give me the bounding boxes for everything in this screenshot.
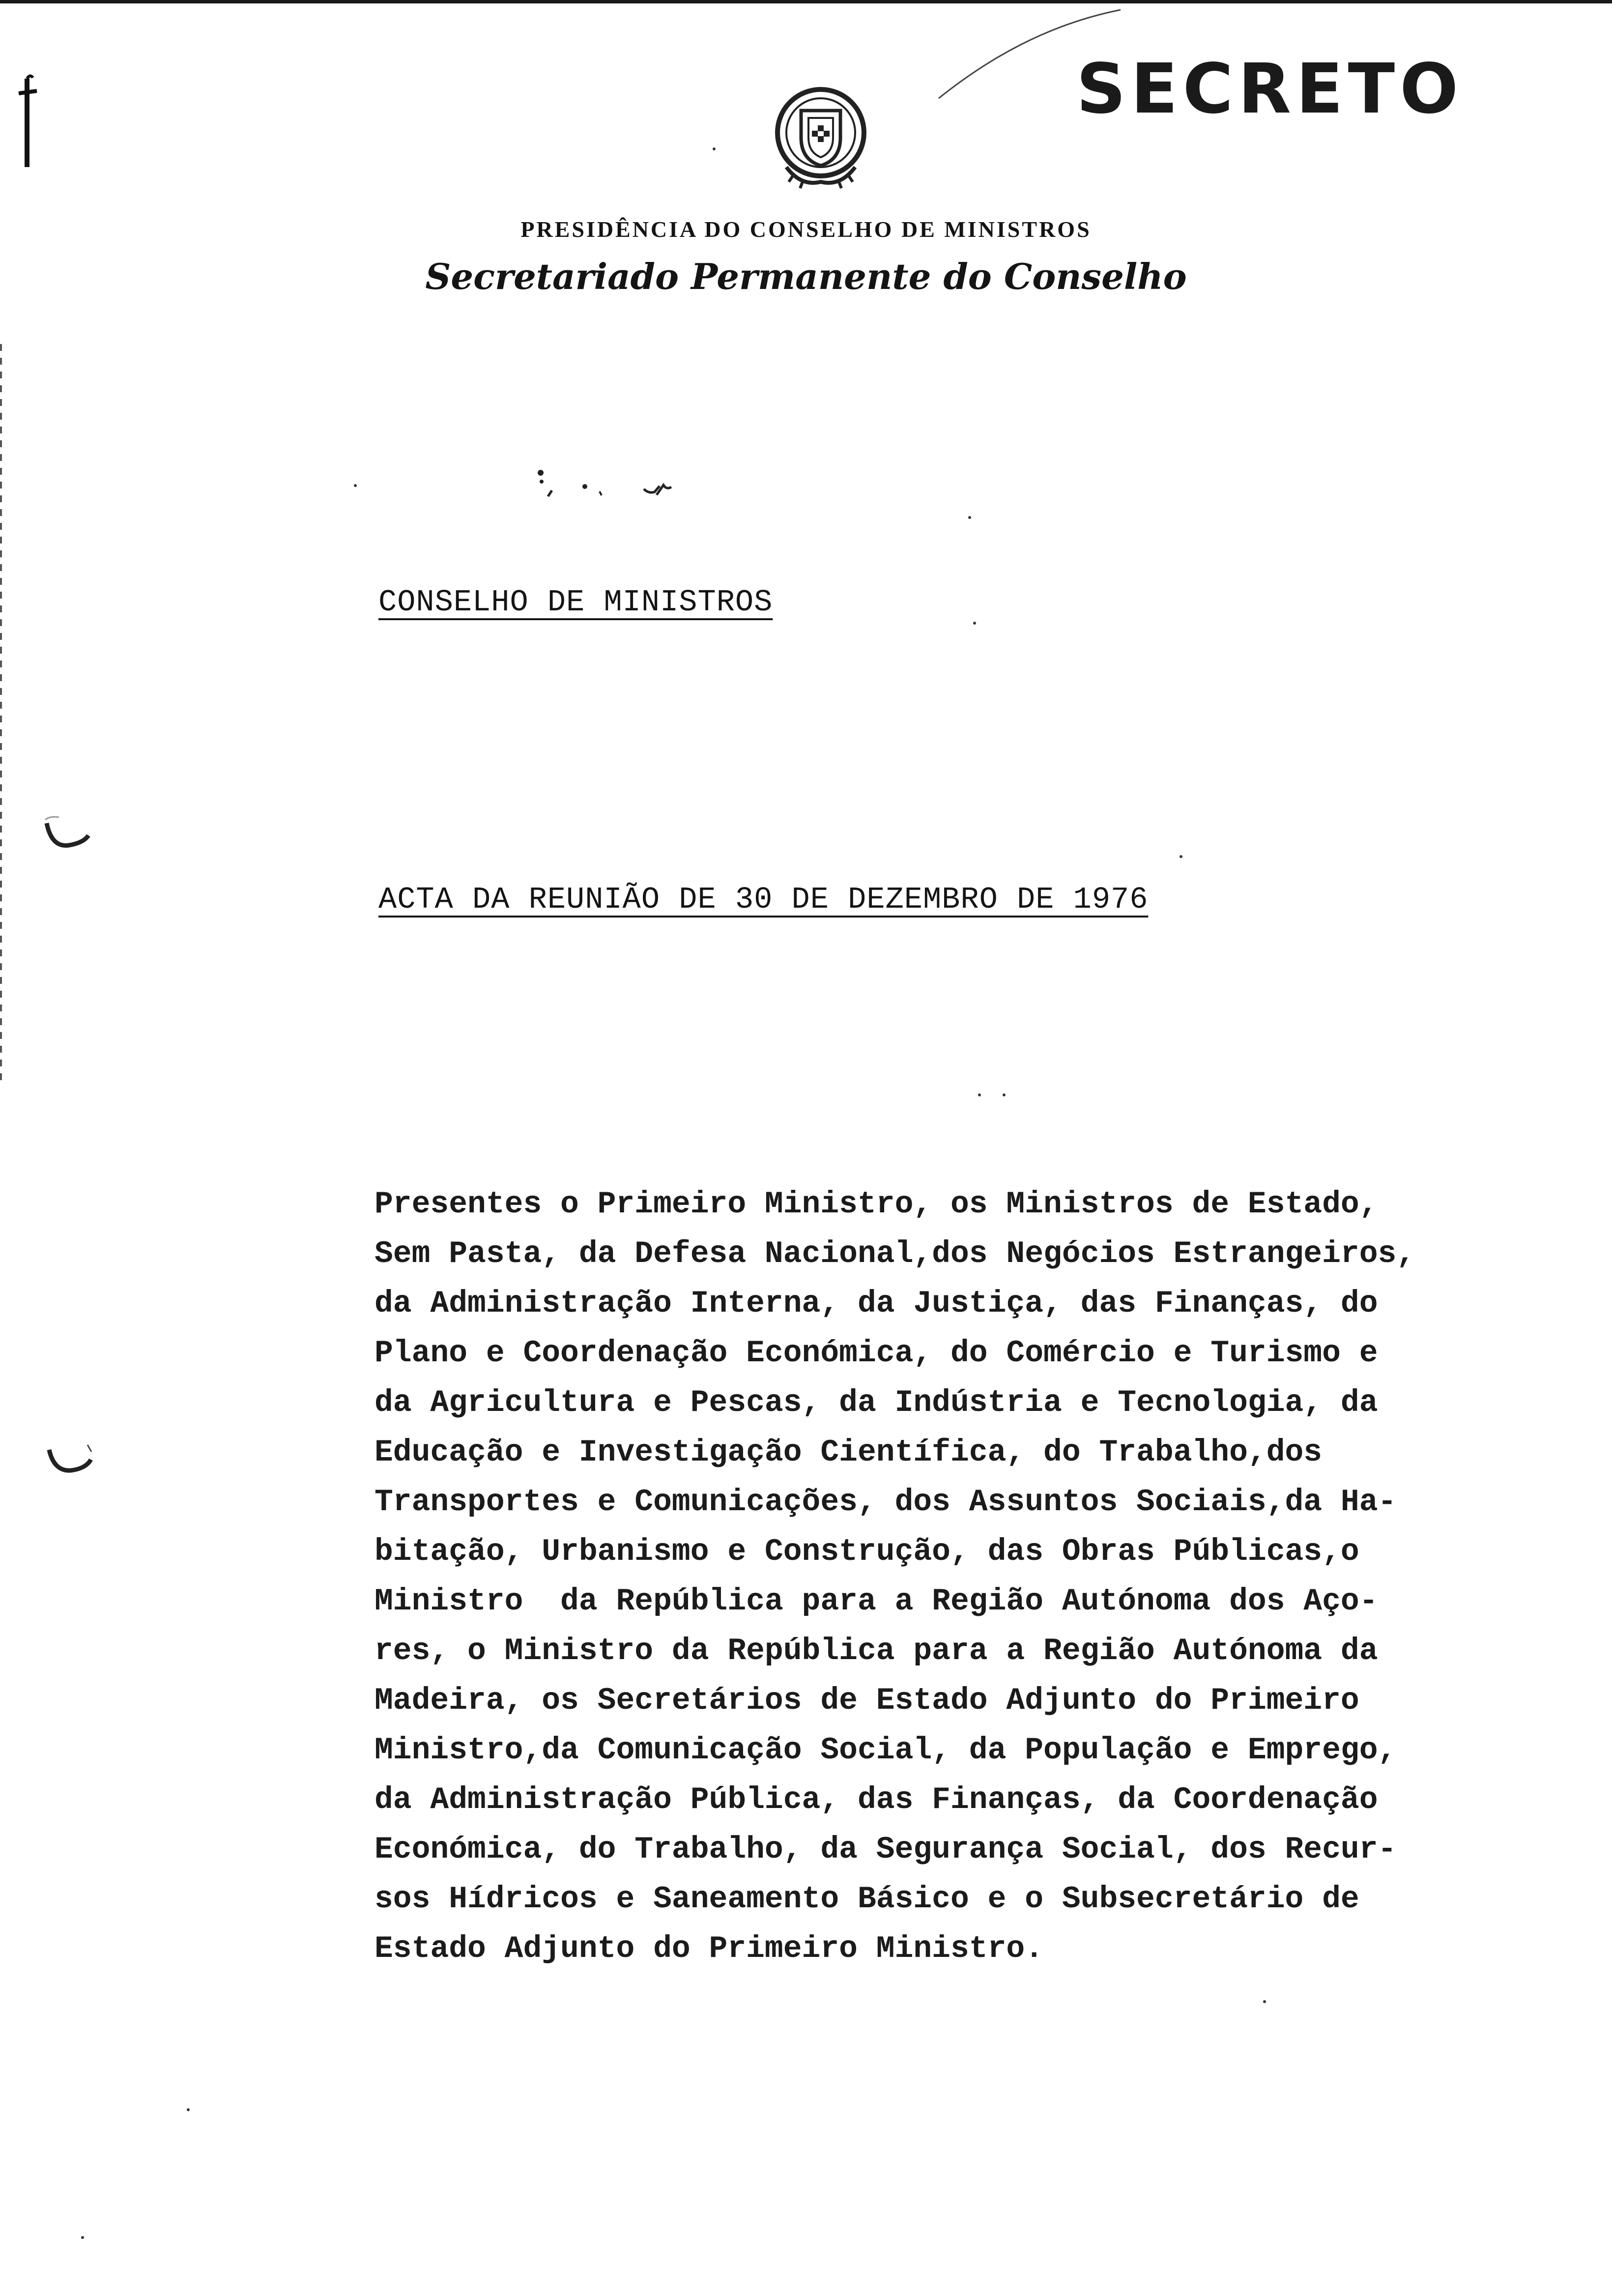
text-line: bitação, Urbanismo e Construção, das Obras Públicas,o [374,1534,1359,1569]
text-line: Ministro,da Comunicação Social, da População e Emprego, [374,1733,1397,1768]
text-line: da Administração Interna, da Justiça, das Finanças, do [374,1286,1378,1321]
binding-edge [0,344,2,1081]
paper-speck [354,484,357,487]
text-line: Educação e Investigação Científica, do Trabalho,dos [374,1435,1323,1470]
paper-speck [968,516,971,519]
text-line: Económica, do Trabalho, da Segurança Social, dos Recur- [374,1832,1397,1867]
ink-mark-left [15,69,44,177]
paper-speck [187,2108,190,2111]
text-line: Sem Pasta, da Defesa Nacional,dos Negócios Estrangeiros, [374,1236,1415,1271]
handwritten-marks [531,467,708,516]
text-line: sos Hídricos e Saneamento Básico e o Subsecretário de [374,1882,1359,1917]
text-line: da Administração Pública, das Finanças, da Coordenação [374,1782,1378,1817]
attendance-paragraph [374,1179,1415,1974]
text-line: Plano e Coordenação Económica, do Comércio e Turismo e [374,1336,1378,1371]
page-top-edge [0,0,1612,3]
classification-stamp: SECRETO [1076,49,1464,129]
paper-speck [81,2236,84,2239]
punch-hole-top [39,816,93,855]
paper-speck [713,147,716,150]
punch-hole-bottom [44,1440,98,1479]
paper-speck [978,1093,981,1096]
department-name: Secretariado Permanente do Conselho [425,256,1187,297]
paper-speck [973,622,976,625]
text-line: da Agricultura e Pescas, da Indústria e Tecnologia, da [374,1385,1378,1420]
text-line: Estado Adjunto do Primeiro Ministro. [374,1931,1044,1966]
paper-speck [1263,2000,1266,2003]
text-line: Madeira, os Secretários de Estado Adjunto do Primeiro [374,1683,1359,1718]
text-line: Ministro da República para a Região Autónoma dos Aço- [374,1584,1378,1619]
heading-council: CONSELHO DE MINISTROS [378,585,773,620]
text-line: res, o Ministro da República para a Região Autónoma da [374,1634,1378,1668]
coat-of-arms-icon [767,81,875,199]
organization-name: PRESIDÊNCIA DO CONSELHO DE MINISTROS [520,217,1092,242]
paper-speck [1180,855,1182,858]
text-line: Presentes o Primeiro Ministro, os Ministros de Estado, [374,1187,1378,1222]
paper-speck [1003,1093,1006,1096]
text-line: Transportes e Comunicações, dos Assuntos Sociais,da Ha- [374,1485,1397,1520]
heading-minutes: ACTA DA REUNIÃO DE 30 DE DEZEMBRO DE 1976 [378,882,1149,917]
